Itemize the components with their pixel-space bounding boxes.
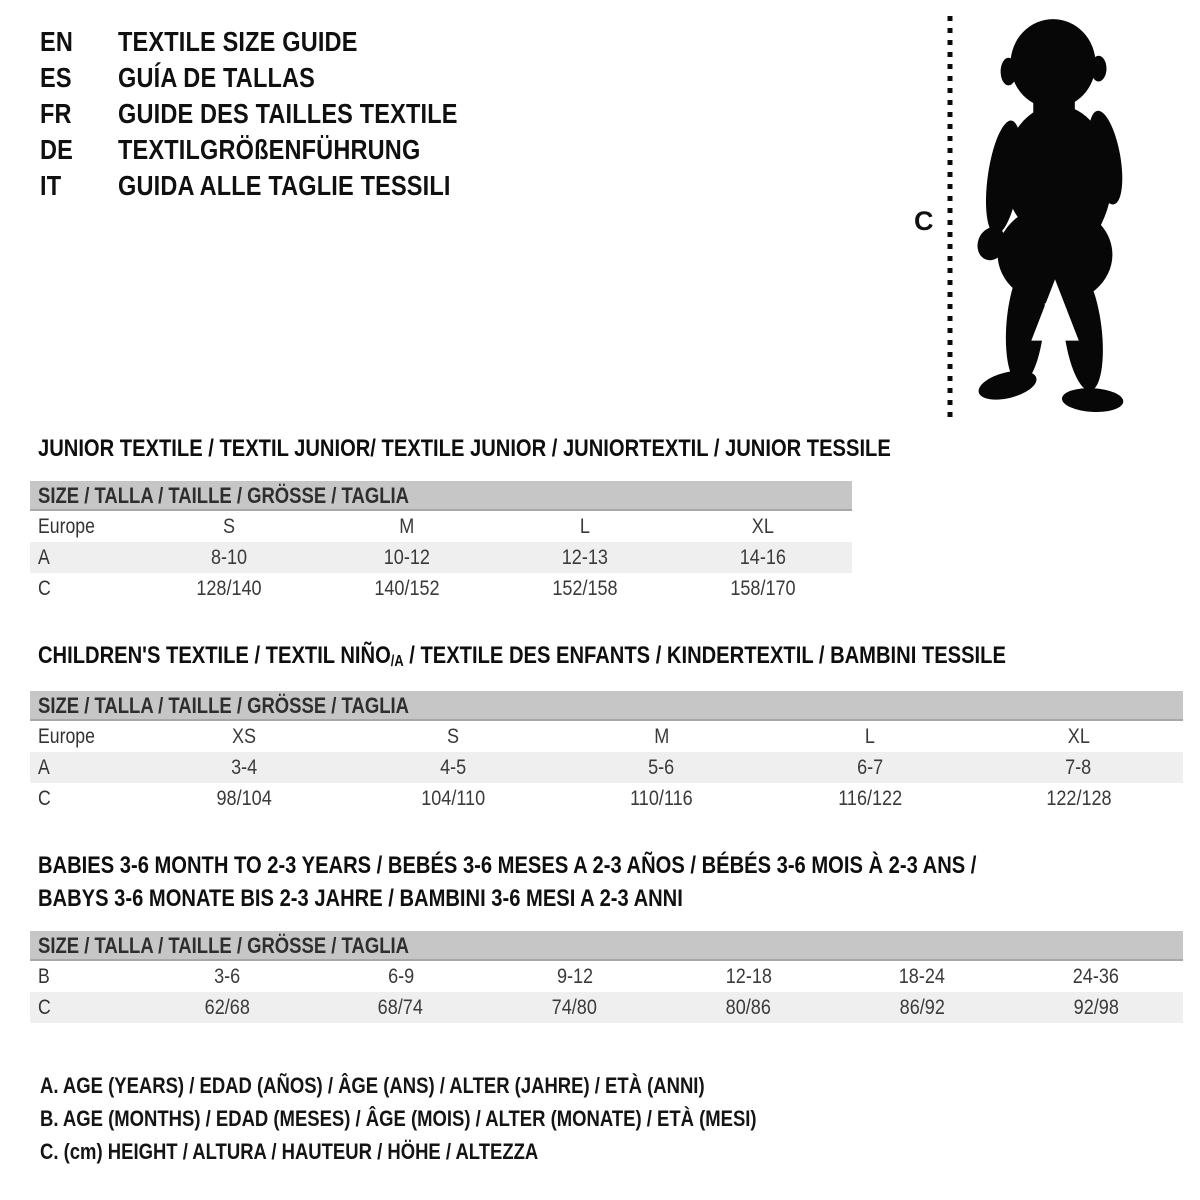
- table-row: [30, 961, 1183, 992]
- table-row: [30, 752, 1183, 783]
- table-cell: 8-10: [210, 545, 248, 569]
- lang-code: IT: [40, 170, 62, 201]
- table-cell: 7-8: [1065, 755, 1092, 779]
- babies-size-table: [30, 961, 1183, 1023]
- junior-section: [30, 435, 891, 604]
- table-cell: 68/74: [378, 995, 424, 1019]
- table-cell: 3-6: [213, 964, 240, 988]
- children-heading: [38, 644, 1183, 671]
- row-label: C: [38, 576, 51, 600]
- babies-heading-line2-text: BABYS 3-6 MONATE BIS 2-3 JAHRE / BAMBINI 3-6 MESI A 2-3 ANNI: [38, 885, 683, 912]
- table-cell: 152/158: [552, 576, 618, 600]
- table-cell: 110/116: [630, 786, 693, 810]
- table-cell: 158/170: [730, 576, 796, 600]
- legend-line-a: [40, 1069, 893, 1102]
- table-cell: XS: [232, 724, 257, 748]
- legend-line-c: [40, 1135, 893, 1168]
- lang-row-de: [40, 132, 522, 168]
- junior-heading-text: JUNIOR TEXTILE / TEXTIL JUNIOR/ TEXTILE JUNIOR / JUNIORTEXTIL / JUNIOR TESSILE: [38, 435, 891, 462]
- lang-title: GUIDA ALLE TAGLIE TESSILI: [118, 170, 451, 201]
- table-cell: 9-12: [556, 964, 593, 988]
- table-cell: S: [222, 514, 236, 538]
- children-heading-subscript: /A: [390, 653, 404, 671]
- height-dashed-line-icon: [946, 16, 954, 420]
- toddler-silhouette-icon: [964, 12, 1152, 422]
- lang-code: ES: [40, 62, 72, 93]
- table-cell: 3-4: [231, 755, 258, 779]
- table-row: [30, 511, 852, 542]
- legend-line-b: [40, 1102, 893, 1135]
- row-label: A: [38, 755, 50, 779]
- lang-row-fr: [40, 96, 522, 132]
- junior-size-table: [30, 511, 852, 604]
- table-cell: 12-13: [561, 545, 609, 569]
- size-header-bar: [30, 691, 1183, 721]
- lang-code: FR: [40, 98, 72, 129]
- lang-title: GUÍA DE TALLAS: [118, 62, 316, 93]
- table-cell: 116/122: [838, 786, 903, 810]
- table-row: [30, 783, 1183, 814]
- children-heading-part1: CHILDREN'S TEXTILE / TEXTIL NIÑO: [38, 642, 391, 669]
- row-label: C: [38, 995, 51, 1019]
- babies-section: [30, 849, 1183, 1023]
- legend-line-b-text: B. AGE (MONTHS) / EDAD (MESES) / ÂGE (MOIS) / ALTER (MONATE) / ETÀ (MESI): [40, 1106, 757, 1131]
- children-heading-part2: / TEXTILE DES ENFANTS / KINDERTEXTIL / BAMBINI TESSILE: [403, 642, 1006, 669]
- table-cell: 14-16: [739, 545, 787, 569]
- table-cell: 62/68: [204, 995, 250, 1019]
- table-cell: 140/152: [374, 576, 440, 600]
- table-cell: L: [865, 724, 876, 748]
- legend-line-c-text: C. (cm) HEIGHT / ALTURA / HAUTEUR / HÖHE / ALTEZZA: [40, 1139, 539, 1164]
- table-cell: XL: [1067, 724, 1090, 748]
- lang-title: TEXTILGRÖßENFÜHRUNG: [118, 134, 421, 165]
- table-cell: 6-9: [387, 964, 414, 988]
- size-header-label: SIZE / TALLA / TAILLE / GRÖSSE / TAGLIA: [38, 693, 409, 718]
- lang-row-es: [40, 60, 522, 96]
- row-label: C: [38, 786, 51, 810]
- children-size-table: [30, 721, 1183, 814]
- lang-code: EN: [40, 26, 74, 57]
- table-cell: 104/110: [420, 786, 485, 810]
- lang-code: DE: [40, 134, 74, 165]
- table-row: [30, 573, 852, 604]
- table-cell: M: [653, 724, 670, 748]
- table-cell: M: [399, 514, 415, 538]
- table-cell: 128/140: [196, 576, 262, 600]
- language-list: [40, 24, 522, 204]
- table-cell: 18-24: [899, 964, 946, 988]
- height-measure-figure: [880, 0, 1180, 435]
- table-cell: 6-7: [857, 755, 884, 779]
- table-cell: L: [579, 514, 591, 538]
- table-cell: 4-5: [439, 755, 466, 779]
- table-cell: 80/86: [725, 995, 771, 1019]
- table-cell: 24-36: [1072, 964, 1120, 988]
- table-cell: 10-12: [383, 545, 431, 569]
- legend-line-a-text: A. AGE (YEARS) / EDAD (AÑOS) / ÂGE (ANS) / ALTER (JAHRE) / ETÀ (ANNI): [40, 1073, 705, 1098]
- size-header-label: SIZE / TALLA / TAILLE / GRÖSSE / TAGLIA: [38, 933, 409, 958]
- children-heading-text: [38, 644, 1006, 671]
- height-measure-label: C: [914, 206, 934, 236]
- row-label: B: [38, 964, 50, 988]
- row-label: Europe: [38, 724, 95, 748]
- children-section: [30, 644, 1183, 814]
- babies-heading-line1-text: BABIES 3-6 MONTH TO 2-3 YEARS / BEBÉS 3-6 MESES A 2-3 AÑOS / BÉBÉS 3-6 MOIS À 2-3 ANS /: [38, 852, 977, 879]
- table-row: [30, 542, 852, 573]
- size-header-bar: [30, 481, 852, 511]
- lang-row-en: [40, 24, 522, 60]
- junior-heading: [38, 435, 891, 462]
- lang-title: GUIDE DES TAILLES TEXTILE: [118, 98, 458, 129]
- table-cell: XL: [751, 514, 775, 538]
- table-cell: 92/98: [1073, 995, 1119, 1019]
- row-label: Europe: [38, 514, 95, 538]
- lang-title: TEXTILE SIZE GUIDE: [118, 26, 358, 57]
- table-cell: 122/128: [1046, 786, 1112, 810]
- size-header-label: SIZE / TALLA / TAILLE / GRÖSSE / TAGLIA: [38, 483, 409, 508]
- measure-legend: [40, 1069, 893, 1168]
- table-cell: 98/104: [216, 786, 272, 810]
- table-cell: S: [446, 724, 459, 748]
- table-cell: 5-6: [648, 755, 675, 779]
- table-cell: 86/92: [899, 995, 945, 1019]
- lang-row-it: [40, 168, 522, 204]
- table-row: [30, 992, 1183, 1023]
- babies-heading-line1: [38, 849, 1183, 882]
- table-cell: 12-18: [725, 964, 772, 988]
- size-header-bar: [30, 931, 1183, 961]
- table-cell: 74/80: [551, 995, 598, 1019]
- row-label: A: [38, 545, 50, 569]
- babies-heading-line2: [38, 882, 1183, 915]
- table-row: [30, 721, 1183, 752]
